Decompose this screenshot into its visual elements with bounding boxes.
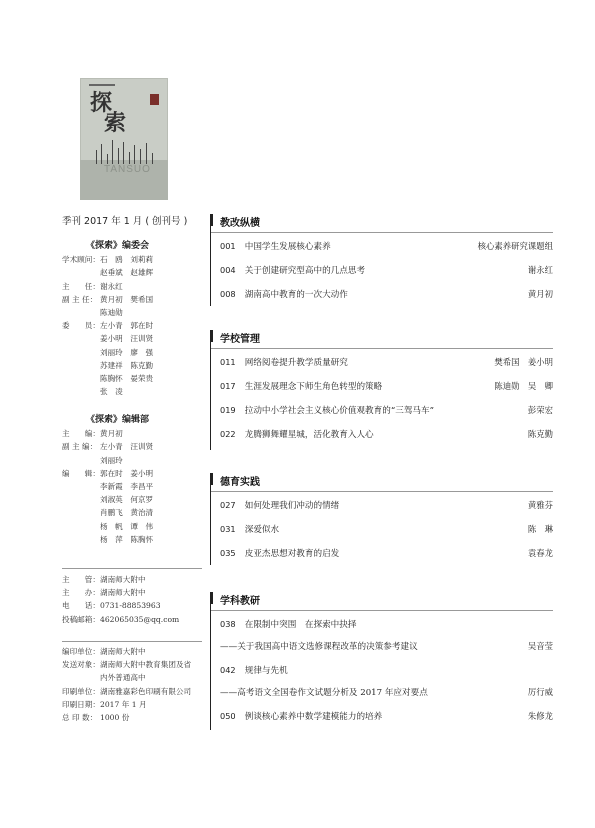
info-label: 印刷单位： [62,686,100,696]
toc-entry[interactable] [220,547,553,559]
section-title: 德育实践 [220,477,260,488]
entry-author: 樊希国 姜小明 [494,357,553,367]
entry-title: 生涯发展理念下师生角色转型的策略 [242,382,383,392]
editorial-board [62,240,153,398]
section-vertical-rule [210,592,211,730]
info-row [62,698,191,711]
entry-page: 050 [220,711,236,721]
entry-page: 022 [220,429,236,439]
info-value: 湖南师大附中 [100,575,146,584]
toc-entry[interactable] [220,618,553,630]
toc-entry[interactable] [220,380,553,392]
info-label [62,266,100,279]
entry-author: 吴音莹 [527,641,553,651]
info-value: 刘丽玲 [100,455,123,465]
info-label: 主 办： [62,588,100,598]
entry-page: 019 [220,405,236,415]
info-row [62,332,153,345]
section-title: 学科教研 [220,596,260,607]
info-row [62,711,191,724]
info-value: 462065035@qq.com [100,614,180,624]
info-row [62,645,191,658]
info-label: 学术顾问： [62,255,100,265]
entry-author: 黄雅芬 [527,500,553,510]
entry-author: 陈克勤 [527,429,553,439]
info-value: 左小青 汪训贤 [100,442,154,452]
section-title: 学校管理 [220,334,260,345]
editorial-board-title: 《探索》编委会 [86,241,150,251]
info-row [62,493,153,506]
info-row [62,280,153,293]
info-value: 谢永红 [100,281,123,291]
section-rule [210,610,553,611]
info-value: 李新霞 李昌平 [100,482,154,492]
toc-entry[interactable] [220,428,553,440]
info-row [62,319,153,332]
info-value: 赵垂斌 赵雄辉 [100,268,154,278]
section-rule [210,232,553,233]
info-value: 肖鹏飞 黄治清 [100,508,154,518]
entry-page: 035 [220,548,236,558]
info-row [62,253,153,266]
info-label [62,346,100,359]
info-row [62,658,191,671]
info-label [62,372,100,385]
subtitle-text: ——高考语文全国卷作文试题分析及 2017 年应对要点 [220,688,428,698]
info-label [62,385,100,398]
info-value: 刘丽玲 廖 强 [100,347,154,357]
info-label: 编印单位： [62,647,100,656]
toc-entry[interactable] [220,664,553,676]
info-row [62,306,153,319]
info-row [62,599,179,612]
info-row [62,533,153,546]
entry-title: 关于创建研究型高中的几点思考 [242,266,366,276]
cover-title-char1: 探 [90,90,112,116]
info-row [62,266,153,279]
entry-page: 027 [220,500,236,510]
toc-entry[interactable] [220,404,553,416]
entry-title: 湖南高中教育的一次大动作 [242,290,348,300]
info-row [62,440,153,453]
section-vertical-rule [210,473,211,565]
info-label [62,506,100,519]
entry-title: 在限制中突围 在探索中抉择 [242,620,357,630]
info-value: 姜小明 汪训贤 [100,334,154,344]
info-value: 湖南师大附中教育集团及省 [100,660,192,670]
info-label [62,332,100,345]
entry-title: 龙腾狮舞耀星城，活化教育入人心 [242,430,374,440]
cover-badge [150,94,159,105]
publisher-info [62,573,179,626]
info-row [62,359,153,372]
divider [62,568,202,569]
subtitle-text: ——关于我国高中语文选修课程改革的决策参考建议 [220,642,418,652]
info-row [62,372,153,385]
entry-subtitle [220,686,553,698]
info-row [62,467,153,480]
info-row [62,671,191,684]
toc-entry[interactable] [220,523,553,535]
cover-thumbnail [80,78,168,200]
info-value: 湖南雅嘉彩色印刷有限公司 [100,686,192,696]
entry-author: 陈 琳 [527,524,553,534]
info-value: 苏建祥 陈克勤 [100,360,154,370]
cover-top-line [89,84,115,86]
info-row [62,506,153,519]
toc-entry[interactable] [220,288,553,300]
entry-author: 核心素养研究课题组 [477,241,553,251]
info-label [62,359,100,372]
toc-entry[interactable] [220,499,553,511]
info-label: 主 编： [62,429,100,439]
info-row [62,480,153,493]
info-row [62,293,153,306]
entry-title: 皮亚杰思想对教育的启发 [242,549,340,559]
section-vertical-rule [210,214,211,306]
section-vertical-rule [210,330,211,450]
entry-page: 008 [220,289,236,299]
entry-author: 谢永红 [527,265,553,275]
info-label [62,520,100,533]
entry-title: 例谈核心素养中数学建模能力的培养 [242,712,383,722]
info-value: 陈胸怀 晏荣贵 [100,374,154,384]
info-value: 张 凌 [100,387,123,397]
entry-title: 拉动中小学社会主义核心价值观教育的“三驾马车” [242,406,434,416]
info-label: 印刷日期： [62,699,100,709]
entry-page: 004 [220,265,236,275]
info-label: 编 辑： [62,468,100,478]
info-label [62,533,100,546]
info-row [62,346,153,359]
info-row [62,573,179,586]
info-value: 黄月初 [100,429,123,439]
info-label: 总 印 数： [62,713,98,723]
toc-entry[interactable] [220,264,553,276]
info-row [62,385,153,398]
info-value: 湖南师大附中 [100,588,146,598]
editorial-dept [62,414,153,546]
info-value: 黄月初 樊希国 [100,294,154,304]
info-row [62,586,179,599]
info-label: 电 话： [62,601,100,611]
entry-subtitle [220,640,553,652]
info-value: 2017 年 1 月 [100,699,147,709]
info-value: 杨 帆 谭 伟 [100,521,154,531]
info-label: 主 管： [62,575,100,584]
info-label [62,306,100,319]
entry-title: 深爱似水 [242,525,280,535]
cover-title [90,92,125,134]
info-row [62,520,153,533]
entry-page: 031 [220,524,236,534]
info-value: 左小青 郭在时 [100,321,154,331]
info-label [62,454,100,467]
info-label: 副 主 编： [62,442,98,452]
entry-author: 陈迪勋 吴 卿 [494,381,553,391]
editorial-dept-title: 《探索》编辑部 [86,415,150,425]
info-value: 0731-88853963 [100,601,161,611]
toc-entry[interactable] [220,356,553,368]
entry-page: 038 [220,619,236,629]
section-rule [210,491,553,492]
entry-page: 011 [220,357,236,367]
toc-entry[interactable] [220,240,553,252]
section-title: 教改纵横 [220,218,260,229]
entry-page: 017 [220,381,236,391]
info-value: 刘淑英 何京罗 [100,495,154,505]
info-value: 陈迪勋 [100,308,123,318]
info-label [62,493,100,506]
entry-author: 袁春龙 [527,548,553,558]
info-row [62,427,153,440]
info-value: 杨 萍 陈胸怀 [100,534,154,544]
toc-entry[interactable] [220,710,553,722]
info-value: 湖南师大附中 [100,647,146,656]
info-value: 石 鸥 刘莉莉 [100,255,154,265]
entry-author: 厉行威 [527,687,553,697]
info-row [62,685,191,698]
cover-small-text: TANSUO [104,164,151,175]
entry-author: 彭荣宏 [527,405,553,415]
entry-page: 001 [220,241,236,251]
info-label: 副 主 任： [62,294,98,304]
info-label [62,671,100,684]
section-rule [210,348,553,349]
entry-page: 042 [220,665,236,675]
entry-author: 朱修龙 [527,711,553,721]
issue-date: 季刊 2017 年 1 月 ( 创刊号 ) [62,216,188,227]
info-label: 投稿邮箱： [62,614,100,624]
cover-title-char2: 索 [104,110,126,136]
entry-title: 网络阅卷提升教学质量研究 [242,358,348,368]
printing-info [62,645,191,724]
info-value: 内外普通高中 [100,673,146,683]
info-label: 主 任： [62,281,100,291]
entry-title: 中国学生发展核心素养 [242,242,331,252]
info-value: 郭在时 姜小明 [100,468,154,478]
cover-illustration [90,138,158,164]
entry-title: 如何处理我们冲动的情绪 [242,501,340,511]
info-row [62,454,153,467]
info-value: 1000 份 [100,713,130,723]
divider [62,641,202,642]
entry-title: 规律与先机 [242,666,288,676]
info-label [62,480,100,493]
info-label: 发送对象： [62,660,100,670]
info-label: 委 员： [62,321,100,331]
info-row [62,613,179,626]
entry-author: 黄月初 [527,289,553,299]
